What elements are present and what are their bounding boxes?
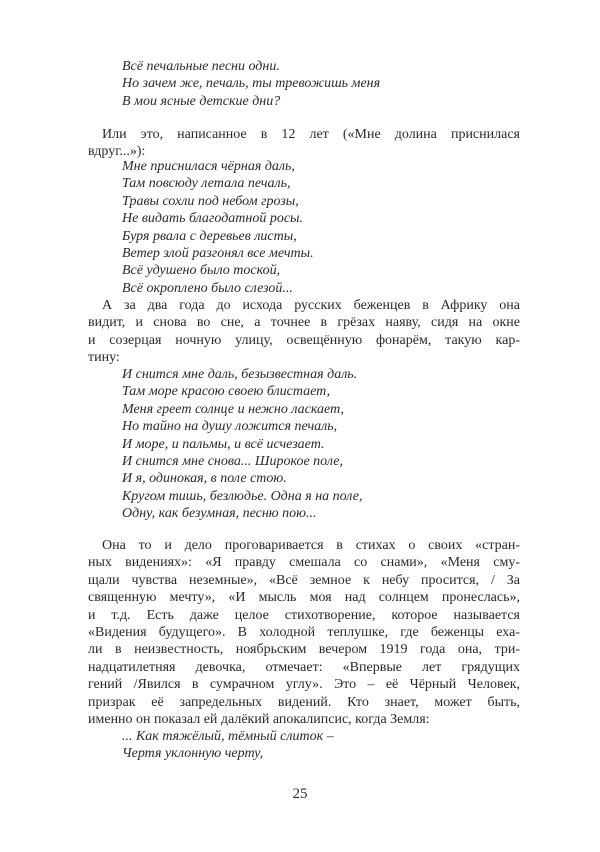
paragraph-line: надцатилетняя девочка, отмечает: «Впервые лет грядущих — [88, 659, 520, 675]
paragraph-line: и т.д. Есть даже целое стихотворение, которое называется — [88, 607, 520, 623]
verse-line: Всё печальные песни одни. — [122, 59, 280, 74]
verse-line: ... Как тяжёлый, тёмный слиток – — [122, 729, 334, 744]
verse-line: Там море красою своею блистает, — [122, 384, 331, 400]
verse-line: И снится мне даль, безызвестная даль. — [122, 367, 358, 382]
verse-line: Одну, как безумная, песню пою... — [122, 506, 317, 522]
verse-line: Не видать благодатной росы. — [122, 211, 304, 227]
paragraph-line: и созерцая ночную улицу, освещённую фонарём, такую кар- — [88, 332, 520, 348]
verse-line: Но зачем же, печаль, ты тревожишь меня — [122, 76, 381, 92]
paragraph-line: вдруг...»): — [88, 144, 146, 160]
verse-line: Ветер злой разгонял все мечты. — [122, 246, 314, 261]
verse-line: Там повсюду летала печаль, — [122, 176, 291, 192]
verse-line: И снится мне снова... Широкое поле, — [122, 454, 343, 469]
paragraph-line: именно он показал ей далёкий апокалипсис, когда Земля: — [88, 712, 430, 727]
paragraph-line: щали чувства неземные», «Всё земное к небу просится, / За — [88, 572, 520, 588]
paragraph-line: ных видениях»: «Я правду смешала со снами», «Меня сму- — [88, 555, 520, 571]
paragraph-line: А за два года до исхода русских беженцев в Африку она — [102, 298, 520, 313]
verse-line: Всё удушено было тоской, — [122, 263, 281, 279]
verse-line: Травы сохли под небом грозы, — [122, 193, 299, 209]
verse-line: Чертя уклонную черту, — [122, 746, 264, 762]
paragraph-line: тину: — [88, 350, 120, 366]
paragraph-line: Или это, написанное в 12 лет («Мне долина приснилася — [102, 127, 520, 142]
paragraph-line: призрак её запредельных видений. Кто знает, может быть, — [88, 694, 520, 710]
paragraph-line: священную мечту», «И мысль моя над солнцем пронеслась», — [88, 590, 520, 606]
verse-line: Буря рвала с деревьев листы, — [122, 228, 297, 244]
paragraph-line: «Видения будущего». В холодной теплушке, где беженцы еха- — [88, 625, 520, 640]
paragraph-line: ли в неизвестность, ноябрьским вечером 1919 года она, три- — [88, 642, 520, 658]
verse-line: И я, одинокая, в поле стою. — [122, 471, 287, 487]
verse-line: Кругом тишь, безлюдье. Одна я на поле, — [122, 488, 363, 504]
verse-line: И море, и пальмы, и всё исчезает. — [122, 436, 325, 452]
paragraph-line: видит, и снова во сне, а точнее в грёзах наяву, сидя на окне — [88, 315, 520, 331]
paragraph-line: Она то и дело проговаривается в стихах о своих «стран- — [102, 538, 520, 553]
verse-line: Меня греет солнце и нежно ласкает, — [122, 401, 345, 417]
verse-line: В мои ясные детские дни? — [122, 93, 281, 109]
verse-line: Но тайно на душу ложится печаль, — [122, 419, 338, 435]
page-number: 25 — [292, 786, 308, 802]
verse-line: Мне приснилася чёрная даль, — [122, 159, 295, 174]
verse-line: Всё окроплено было слезой... — [122, 280, 293, 296]
paragraph-line: гений /Явился в сумрачном углу». Это – её Чёрный Человек, — [88, 677, 520, 693]
